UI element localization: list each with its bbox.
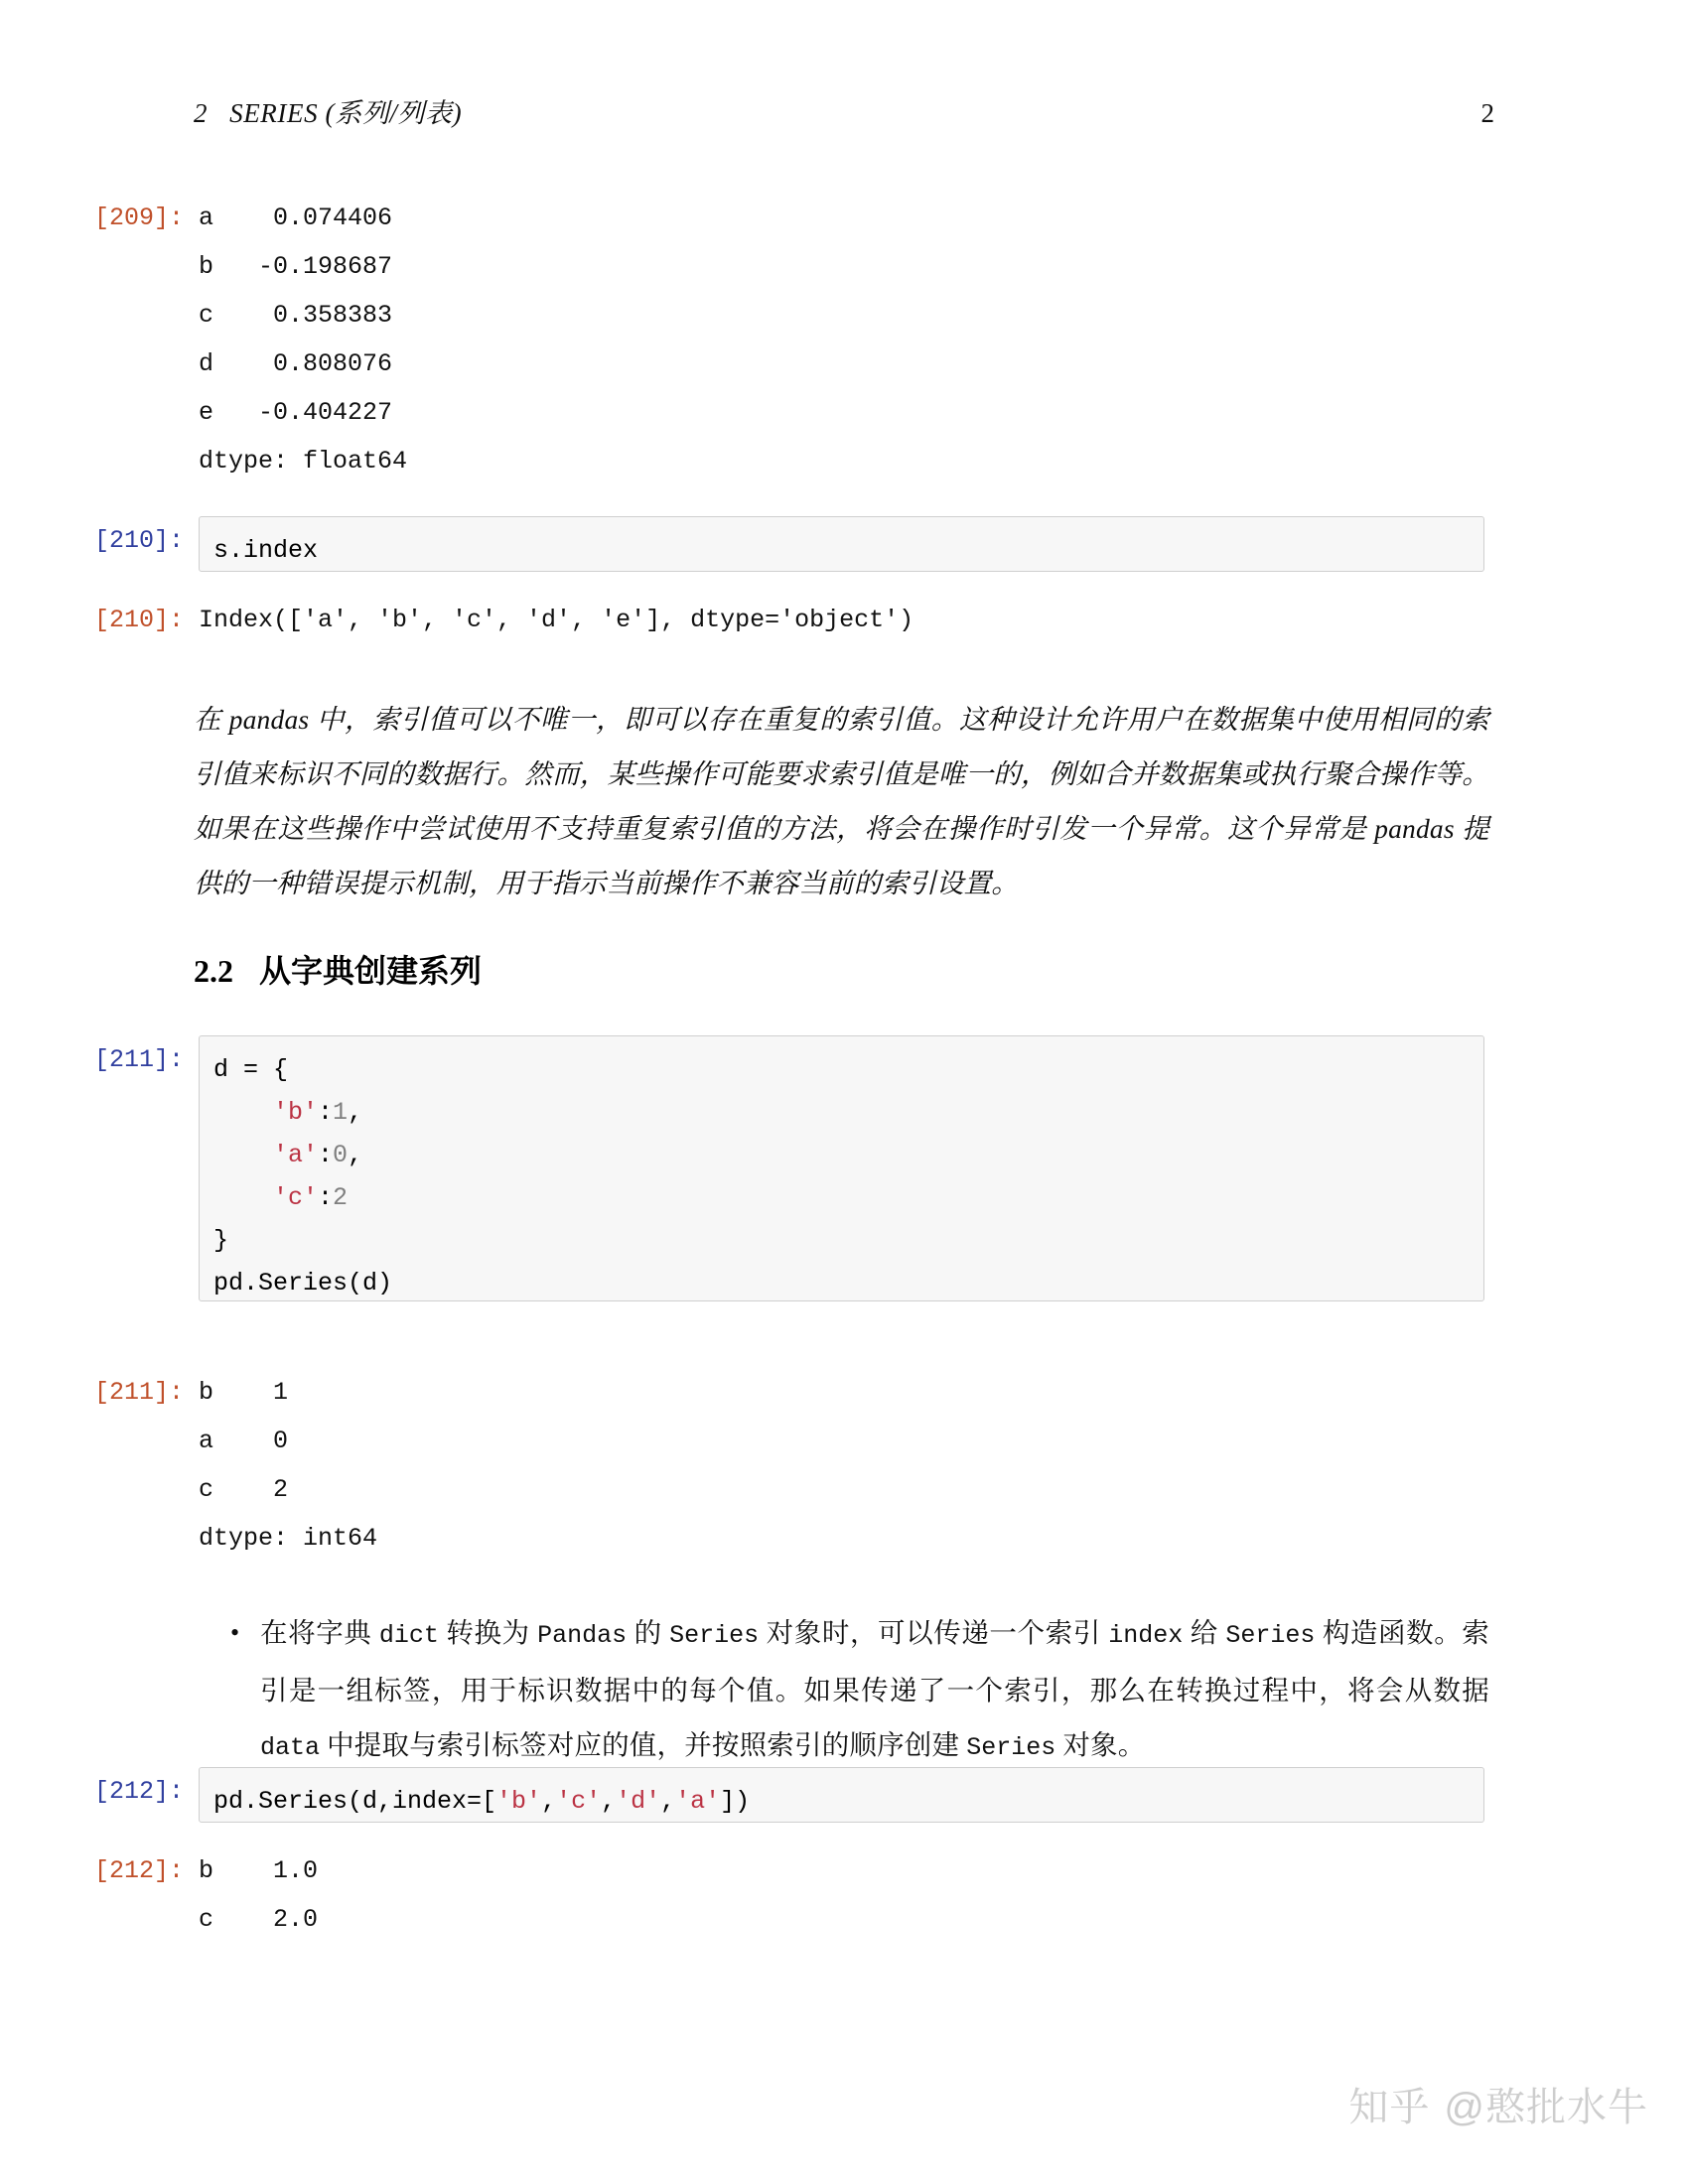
code-colon: : xyxy=(318,1183,334,1212)
output-prompt-210b: [210]: xyxy=(94,606,185,634)
bullet-list-item xyxy=(230,1605,1489,1775)
bullet-segment: 在将字典 xyxy=(260,1617,379,1648)
code-string-b: 'b' xyxy=(273,1098,319,1127)
code-number-1: 1 xyxy=(333,1098,349,1127)
output-prompt-212: [212]: xyxy=(94,1856,185,1885)
running-head xyxy=(194,91,1494,131)
code-comma: , xyxy=(601,1787,617,1816)
bullet-segment: 中提取与索引标签对应的值，并按照索引的顺序创建 xyxy=(320,1729,967,1760)
code-comma: , xyxy=(348,1098,363,1127)
code-text-210: s.index xyxy=(213,536,319,565)
inline-code-dict: dict xyxy=(378,1621,439,1650)
output-cell-212 xyxy=(94,1846,1514,1944)
input-cell-212[interactable] xyxy=(94,1767,1484,1823)
inline-code-series-2: Series xyxy=(1225,1621,1316,1650)
input-prompt-212: [212]: xyxy=(94,1777,185,1806)
code-editor-210[interactable] xyxy=(199,516,1484,572)
page-number: 2 xyxy=(1480,98,1494,128)
paragraph-index-note xyxy=(194,692,1489,910)
output-text-210 xyxy=(199,596,914,644)
watermark-logo: 知乎 xyxy=(1348,2086,1431,2129)
output-prompt-211: [211]: xyxy=(94,1378,185,1407)
output-text-209 xyxy=(199,194,407,485)
running-head-section-number: 2 xyxy=(194,98,209,128)
output-line: c 2.0 xyxy=(199,1905,319,1934)
bullet-segment: 对象时，可以传递一个索引 xyxy=(759,1617,1109,1648)
output-text-211 xyxy=(199,1368,377,1563)
code-string-a: 'a' xyxy=(273,1141,319,1169)
code-colon: : xyxy=(318,1141,334,1169)
output-cell-211 xyxy=(94,1368,1514,1563)
bullet-text xyxy=(260,1605,1489,1775)
output-line: b 1 xyxy=(199,1378,289,1407)
code-line-1: d = { xyxy=(213,1055,289,1084)
output-line: Index(['a', 'b', 'c', 'd', 'e'], dtype='object') xyxy=(199,606,914,634)
output-line: c 2 xyxy=(199,1475,289,1504)
bullet-segment: 给 xyxy=(1183,1617,1226,1648)
code-suffix: ]) xyxy=(720,1787,751,1816)
inline-code-series-3: Series xyxy=(966,1733,1056,1762)
running-head-title: SERIES (系列/列表) xyxy=(229,98,463,128)
running-head-title-group xyxy=(194,91,462,130)
bullet-segment: 的 xyxy=(627,1617,670,1648)
watermark-handle: @憨批水牛 xyxy=(1444,2086,1648,2129)
code-line-6: pd.Series(d) xyxy=(213,1269,393,1297)
code-string-d: 'd' xyxy=(616,1787,661,1816)
output-text-212 xyxy=(199,1846,318,1944)
input-prompt-210: [210]: xyxy=(94,526,185,555)
output-cell-209 xyxy=(94,194,1514,485)
inline-code-series: Series xyxy=(669,1621,760,1650)
paragraph-segment: 中，索引值可以不唯一，即可以存在重复的索引值。这种设计允许用户在数据集中使用相同的索引值来标识不同的数据行。然而，某些操作可能要求索引值是唯一的，例如合并数据集或执行聚合操作等。如果在这些操作中尝试使用不支持重复索引值的方法，将会在操作时引发一个异常。这个异常是 xyxy=(194,704,1489,844)
bullet-segment: 构造函数。索引是一组标签，用于标识数据中的每个值。如果传递了一个索引，那么在转换过程中，将会从数据 xyxy=(260,1617,1490,1706)
output-line: b 1.0 xyxy=(199,1856,319,1885)
section-title: 从字典创建系列 xyxy=(259,953,483,989)
output-line: e -0.404227 xyxy=(199,398,393,427)
input-cell-211[interactable] xyxy=(94,1035,1484,1301)
output-line: dtype: int64 xyxy=(199,1524,378,1553)
section-number: 2.2 xyxy=(194,953,233,989)
code-colon: : xyxy=(318,1098,334,1127)
inline-code-pandas: Pandas xyxy=(537,1621,628,1650)
bullet-segment: 对象。 xyxy=(1055,1729,1146,1760)
paragraph-segment: 在 xyxy=(194,704,229,735)
bullet-segment: 转换为 xyxy=(438,1617,538,1648)
code-comma: , xyxy=(348,1141,363,1169)
code-comma: , xyxy=(541,1787,557,1816)
bullet-marker-icon: • xyxy=(230,1618,240,1647)
code-string-a: 'a' xyxy=(675,1787,721,1816)
inline-code-data: data xyxy=(260,1733,321,1762)
code-string-c: 'c' xyxy=(273,1183,319,1212)
code-editor-211[interactable] xyxy=(199,1035,1484,1301)
inline-code-index: index xyxy=(1108,1621,1184,1650)
inline-code-pandas-2: pandas xyxy=(1374,813,1455,844)
code-editor-212[interactable] xyxy=(199,1767,1484,1823)
code-comma: , xyxy=(660,1787,676,1816)
inline-code-pandas: pandas xyxy=(228,704,310,735)
output-line: c 0.358383 xyxy=(199,301,393,330)
paragraph-segment: 提供的一种错误提示机制，用于指示当前操作不兼容当前的索引设置。 xyxy=(194,813,1489,898)
code-string-b: 'b' xyxy=(496,1787,542,1816)
output-line: a 0 xyxy=(199,1427,289,1455)
code-number-0: 0 xyxy=(333,1141,349,1169)
input-cell-210[interactable] xyxy=(94,516,1484,572)
output-line: b -0.198687 xyxy=(199,252,393,281)
code-prefix: pd.Series(d,index=[ xyxy=(213,1787,497,1816)
code-number-2: 2 xyxy=(333,1183,349,1212)
output-prompt-209: [209]: xyxy=(94,204,185,232)
section-heading-2-2 xyxy=(194,946,482,992)
output-cell-210 xyxy=(94,596,1514,644)
output-line: a 0.074406 xyxy=(199,204,393,232)
output-line: dtype: float64 xyxy=(199,447,408,476)
input-prompt-211: [211]: xyxy=(94,1045,185,1074)
output-line: d 0.808076 xyxy=(199,349,393,378)
code-line-5: } xyxy=(213,1226,229,1255)
watermark xyxy=(1348,2076,1648,2132)
code-string-c: 'c' xyxy=(556,1787,602,1816)
